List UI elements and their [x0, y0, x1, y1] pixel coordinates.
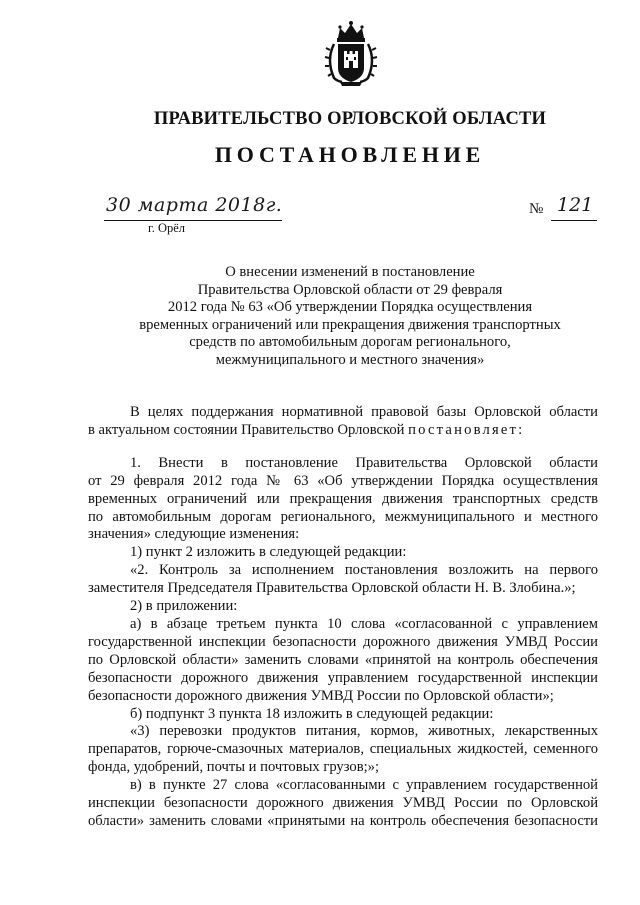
handwritten-number: 121 [557, 194, 594, 216]
document-title [100, 264, 600, 370]
paragraph-line: а) в абзаце третьем пункта 10 слова «согласованной с управлением [130, 615, 598, 632]
paragraph-line: заместителя Председателя Правительства Орловской области Н. В. Злобина.»; [88, 580, 576, 597]
decree-keyword: постановляет [408, 421, 519, 438]
paragraph-line: инспекции безопасности дорожного движения УМВД России по Орловской [88, 795, 598, 812]
paragraph-line: безопасности дорожного движения управлением государственной инспекции [88, 669, 598, 686]
date-field [104, 194, 283, 221]
title-line: О внесении изменений в постановление [225, 264, 475, 280]
document-body [88, 404, 598, 831]
paragraph-line: в) в пункте 27 слова «согласованными с управлением государственной [130, 777, 598, 794]
organization-name: ПРАВИТЕЛЬСТВО ОРЛОВСКОЙ ОБЛАСТИ [153, 109, 547, 129]
paragraph-line: государственной инспекции безопасности дорожного движения УМВД России [88, 633, 598, 650]
paragraph-line: 1. Внести в постановление Правительства Орловской области [130, 454, 598, 471]
paragraph-line: безопасности дорожного движения УМВД России по Орловской области»; [88, 687, 554, 704]
paragraph-line: от 29 февраля 2012 года № 63 «Об утверждении Порядка осуществления [88, 472, 598, 489]
preamble-line: В целях поддержания нормативной правовой базы Орловской области [130, 404, 598, 420]
number-underline [551, 194, 597, 221]
paragraph-line: «3) перевозки продуктов питания, кормов, животных, лекарственных [130, 723, 598, 740]
title-line: 2012 года № 63 «Об утверждении Порядка осуществления [167, 299, 533, 316]
paragraph-line: по автомобильным дорогам регионального, межмуниципального и местного [88, 508, 598, 525]
paragraph-line: временных ограничений или прекращения движения транспортных средств [88, 490, 598, 507]
document-number-field [529, 194, 599, 220]
paragraph-line: по Орловской области» заменить словами «принятой на контроль обеспечения [88, 651, 598, 668]
paragraph-line: 2) в приложении: [130, 598, 238, 615]
paragraph-line: б) подпункт 3 пункта 18 изложить в следующей редакции: [130, 705, 494, 722]
coat-of-arms-icon [324, 18, 378, 88]
title-line: Правительства Орловской области от 29 февраля [197, 281, 503, 298]
paragraph-line: «2. Контроль за исполнением постановления возложить на первого [130, 562, 598, 579]
paragraph-line: фонда, удобрений, почты и почтовых грузов;»; [88, 759, 379, 776]
paragraph-line: препаратов, горюче-смазочных материалов, специальных жидкостей, семенного [88, 741, 598, 758]
place-of-issue: г. Орёл [148, 221, 186, 235]
paragraph-line: области» заменить словами «принятыми на контроль обеспечения безопасности [88, 812, 598, 829]
paragraph-line: 1) пункт 2 изложить в следующей редакции: [130, 544, 407, 561]
title-line: средств по автомобильным дорогам регионального, [189, 334, 511, 351]
title-line: временных ограничений или прекращения движения транспортных [139, 316, 561, 333]
title-line: межмуниципального и местного значения» [215, 351, 485, 368]
paragraph-line: значения» следующие изменения: [88, 526, 300, 543]
handwritten-date: 30 марта 2018г. [106, 194, 283, 216]
document-type: ПОСТАНОВЛЕНИЕ [214, 142, 486, 167]
number-label: № [529, 201, 544, 217]
preamble-line: в актуальном состоянии Правительство Орловской постановляет: [88, 421, 523, 438]
